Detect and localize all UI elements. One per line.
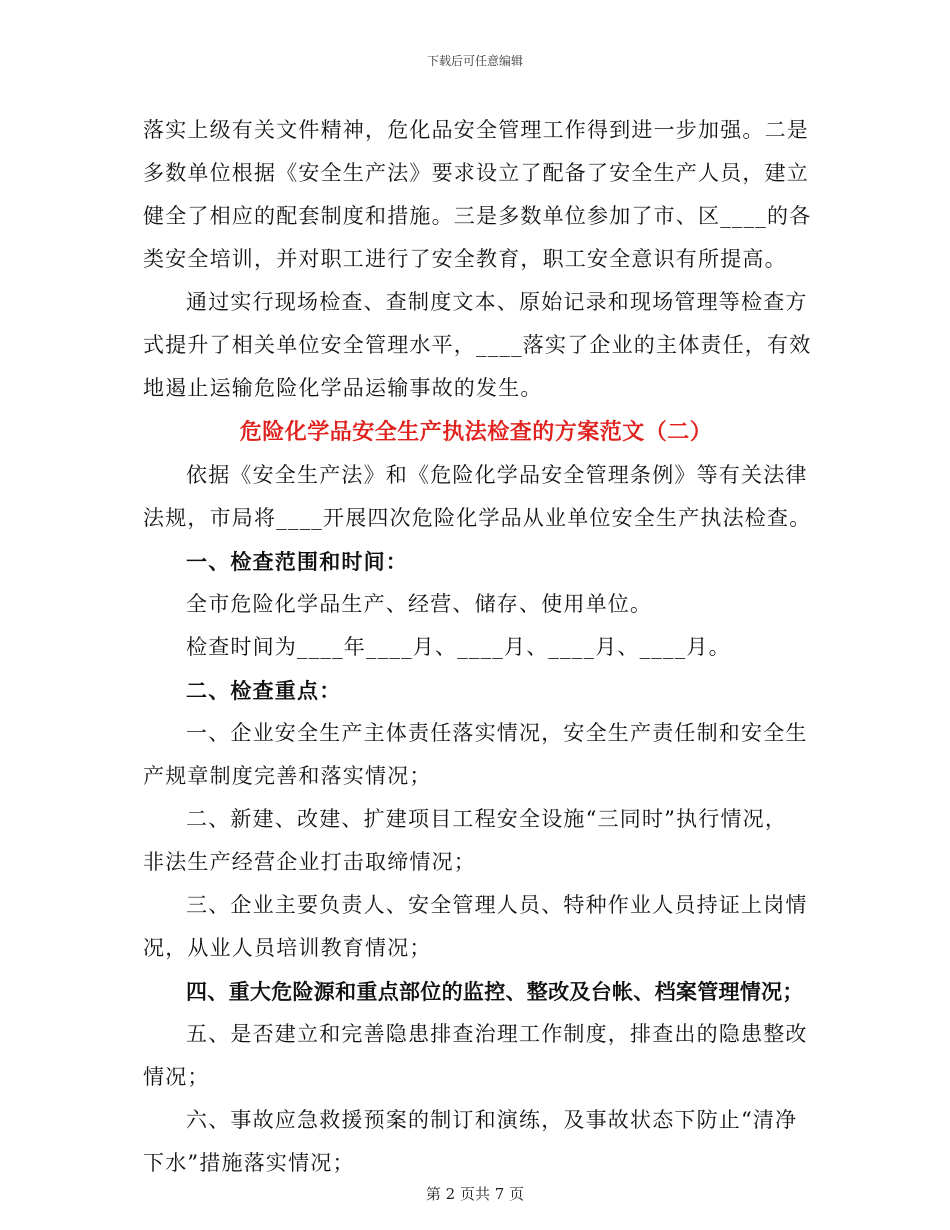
paragraph-line: 健全了相应的配套制度和措施。三是多数单位参加了市、区____的各	[143, 204, 812, 228]
section-title: 危险化学品安全生产执法检查的方案范文（二）	[239, 419, 713, 445]
paragraph-line: 法规，市局将____开展四次危险化学品从业单位安全生产执法检查。	[143, 506, 812, 530]
paragraph-line: 通过实行现场检查、查制度文本、原始记录和现场管理等检查方	[186, 290, 808, 314]
paragraph-line: 六、事故应急救援预案的制订和演练，及事故状态下防止“清净	[186, 1108, 798, 1132]
section-heading: 一、检查范围和时间：	[186, 549, 408, 574]
paragraph-line: 情况；	[143, 1065, 210, 1089]
paragraph-line: 五、是否建立和完善隐患排查治理工作制度，排查出的隐患整改	[186, 1022, 808, 1046]
paragraph-line: 非法生产经营企业打击取缔情况；	[143, 850, 476, 874]
paragraph-line: 地遏止运输危险化学品运输事故的发生。	[143, 376, 543, 400]
paragraph-line: 三、企业主要负责人、安全管理人员、特种作业人员持证上岗情	[186, 893, 808, 917]
paragraph-line: 式提升了相关单位安全管理水平，____落实了企业的主体责任，有效	[143, 333, 812, 357]
paragraph-line: 下水”措施落实情况；	[143, 1151, 355, 1175]
bold-paragraph-line: 四、重大危险源和重点部位的监控、整改及台帐、档案管理情况；	[186, 979, 804, 1004]
paragraph-line: 检查时间为____年____月、____月、____月、____月。	[186, 635, 731, 659]
paragraph-line: 一、企业安全生产主体责任落实情况，安全生产责任制和安全生	[186, 721, 808, 745]
paragraph-line: 二、新建、改建、扩建项目工程安全设施“三同时”执行情况，	[186, 807, 788, 831]
page-footer: 第 2 页共 7 页	[425, 1185, 525, 1203]
paragraph-line: 况，从业人员培训教育情况；	[143, 936, 432, 960]
paragraph-line: 落实上级有关文件精神，危化品安全管理工作得到进一步加强。二是	[143, 118, 809, 142]
paragraph-line: 依据《安全生产法》和《危险化学品安全管理条例》等有关法律	[186, 463, 808, 487]
page-header: 下载后可任意编辑	[426, 54, 523, 68]
paragraph-line: 全市危险化学品生产、经营、储存、使用单位。	[186, 592, 653, 616]
document-body	[143, 109, 812, 1185]
paragraph-line: 多数单位根据《安全生产法》要求设立了配备了安全生产人员，建立	[143, 161, 809, 185]
section-heading: 二、检查重点：	[186, 678, 342, 703]
paragraph-line: 类安全培训，并对职工进行了安全教育，职工安全意识有所提高。	[143, 247, 787, 271]
paragraph-line: 产规章制度完善和落实情况；	[143, 764, 432, 788]
